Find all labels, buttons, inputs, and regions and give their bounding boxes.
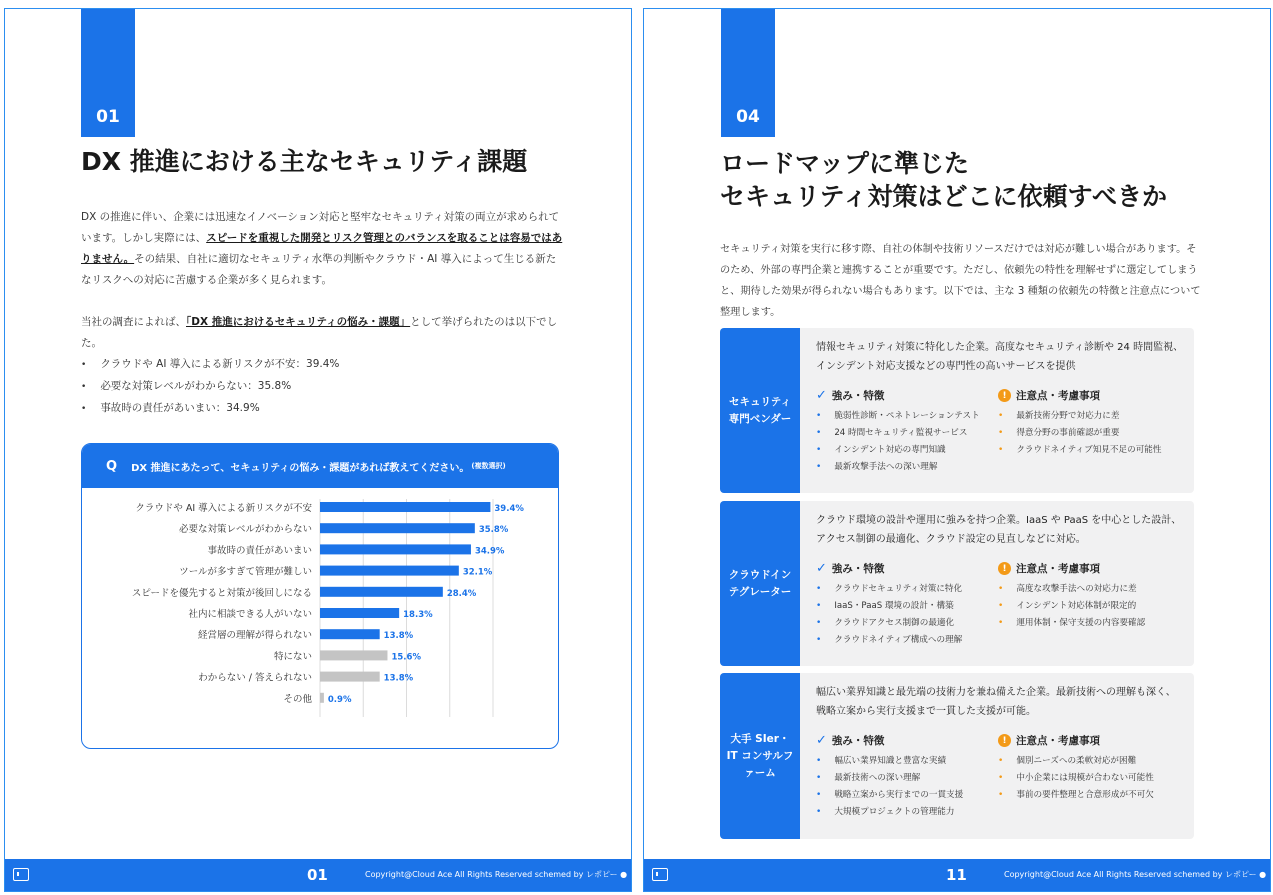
page-title-line1: ロードマップに準じた [720, 149, 970, 178]
page-footer [644, 859, 1270, 891]
check-icon: ✓ [816, 733, 827, 748]
chart-note: (複数選択) [471, 462, 506, 470]
check-icon: ✓ [816, 561, 827, 576]
chart-header [82, 444, 558, 488]
bar [320, 629, 380, 639]
right-page [643, 8, 1271, 892]
list-item: • 24 時間セキュリティ監視サービス [816, 425, 980, 442]
vendor-description: クラウド環境の設計や運用に強みを持つ企業。IaaS や PaaS を中心とした設計、アクセス制御の最適化、クラウド設定の見直しなどに対応。 [816, 515, 1182, 545]
emphasis-text: 「DX 推進におけるセキュリティの悩み・課題」 [186, 316, 411, 328]
category-label: わからない / 答えられない [198, 672, 312, 684]
cautions-column [998, 561, 1145, 632]
vendor-card-security [720, 328, 1194, 493]
strengths-heading: 強み・特徴 [831, 735, 885, 747]
bar [320, 650, 387, 660]
strengths-column [816, 733, 963, 821]
survey-chart-card [81, 443, 559, 749]
bar [320, 566, 459, 576]
bar [320, 523, 475, 533]
copyright-text: Copyright@Cloud Ace All Rights Reserved schemed by レポピー ● [1004, 870, 1267, 879]
list-item: • IaaS・PaaS 環境の設計・構築 [816, 598, 962, 615]
warning-icon: ! [998, 389, 1011, 402]
value-label: 35.8% [478, 525, 509, 536]
list-item: • 脆弱性診断・ペネトレーションテスト [816, 408, 980, 425]
page-number: 01 [307, 866, 328, 884]
page-title-line2: セキュリティ対策はどこに依頼すべきか [720, 182, 1168, 211]
value-label: 28.4% [446, 588, 477, 599]
category-label: 特にない [273, 651, 312, 663]
category-label: スピードを優先すると対策が後回しになる [131, 587, 312, 599]
list-item: • 事前の要件整理と合意形成が不可欠 [998, 787, 1154, 804]
value-label: 18.3% [403, 610, 433, 620]
vendor-name: セキュリティ専門ベンダー [720, 328, 800, 493]
warning-icon: ! [998, 734, 1011, 747]
section-number: 04 [721, 9, 775, 137]
vendor-description: 幅広い業界知識と最先端の技術力を兼ね備えた企業。最新技術への理解も深く、戦略立案から実行支援まで一貫した支援が可能。 [816, 687, 1176, 717]
list-item: • インシデント対応の専門知識 [816, 442, 980, 459]
list-item: • 最新技術分野で対応力に差 [998, 408, 1161, 425]
list-item: • 必要な対策レベルがわからない：35.8% [81, 376, 339, 398]
list-item: • クラウドネイティブ知見不足の可能性 [998, 442, 1161, 459]
list-item: • 幅広い業界知識と豊富な実績 [816, 753, 963, 770]
list-item: • 得意分野の事前確認が重要 [998, 425, 1161, 442]
intro-paragraph: DX の推進に伴い、企業には迅速なイノベーション対応と堅牢なセキュリティ対策の両立が求められています。しかし実際には、スピードを重視した開発とリスク管理とのバランスを取ることは容易ではありません。その結果、自社に適切なセキュリティ水準の判断やクラウド・AI 導入によって生じる新たなリスクへの対応に苦慮する企業が多く見られます。 [81, 211, 563, 286]
page-title: DX 推進における主なセキュリティ課題 [81, 147, 528, 176]
category-label: 事故時の責任があいまい [207, 545, 312, 557]
bullet-list [81, 354, 339, 420]
bar [320, 587, 443, 597]
warning-icon: ! [998, 562, 1011, 575]
list-item: • 大規模プロジェクトの管理能力 [816, 804, 963, 821]
bar [320, 672, 380, 682]
bar [320, 502, 490, 512]
list-item: • インシデント対応体制が限定的 [998, 598, 1145, 615]
question-mark-label: Q [106, 458, 118, 474]
page-footer [5, 859, 631, 891]
list-item: • 個別ニーズへの柔軟対応が困難 [998, 753, 1154, 770]
list-item: • クラウドネイティブ構成への理解 [816, 632, 962, 649]
intro-paragraph: セキュリティ対策を実行に移す際、自社の体制や技術リソースだけでは対応が難しい場合があります。そのため、外部の専門企業と連携することが重要です。ただし、依頼先の特性を理解せずに選定してしまうと、期待した効果が得られない場合もあります。以下では、主な 3 種類の依頼先の特徴と注意点について整理します。 [720, 244, 1201, 318]
value-label: 39.4% [494, 504, 524, 514]
vendor-name: 大手 SIer・IT コンサルファーム [720, 673, 800, 839]
bar-chart [82, 488, 559, 749]
vendor-description: 情報セキュリティ対策に特化した企業。高度なセキュリティ診断や 24 時間監視、インシデント対応支援などの専門性の高いサービスを提供 [816, 342, 1184, 372]
value-label: 34.9% [474, 546, 505, 557]
emphasis-text: スピードを重視した開発とリスク管理とのバランスを取ることは容易ではありません。 [81, 232, 563, 265]
section-number: 01 [81, 9, 135, 137]
cautions-heading: 注意点・考慮事項 [1016, 735, 1100, 747]
strengths-column [816, 561, 962, 649]
category-label: 経営層の理解が得られない [197, 630, 312, 642]
list-item: • 事故時の責任があいまい：34.9% [81, 398, 339, 420]
menu-icon[interactable] [13, 868, 29, 881]
cautions-column [998, 388, 1161, 459]
list-item: • 高度な攻撃手法への対応力に差 [998, 581, 1145, 598]
bar [320, 693, 324, 703]
vendor-card-cloud [720, 501, 1194, 666]
vendor-name: クラウドインテグレーター [720, 501, 800, 666]
strengths-column [816, 388, 980, 476]
list-item: • 戦略立案から実行までの一貫支援 [816, 787, 963, 804]
list-item: • クラウドアクセス制御の最適化 [816, 615, 962, 632]
cautions-column [998, 733, 1154, 804]
check-icon: ✓ [816, 388, 827, 403]
list-item: • 運用体制・保守支援の内容要確認 [998, 615, 1145, 632]
copyright-text: Copyright@Cloud Ace All Rights Reserved schemed by レポピー ● [365, 870, 628, 879]
category-label: 社内に相談できる人がいない [188, 609, 312, 620]
menu-icon[interactable] [652, 868, 668, 881]
list-item: • 中小企業には規模が合わない可能性 [998, 770, 1154, 787]
bar [320, 544, 471, 554]
category-label: クラウドや AI 導入による新リスクが不安 [135, 503, 312, 514]
bar [320, 608, 399, 618]
category-label: 必要な対策レベルがわからない [178, 524, 312, 536]
list-item: • クラウドセキュリティ対策に特化 [816, 581, 962, 598]
value-label: 13.8% [383, 673, 414, 684]
list-item: • クラウドや AI 導入による新リスクが不安：39.4% [81, 354, 339, 376]
chart-title: DX 推進にあたって、セキュリティの悩み・課題があれば教えてください。 [131, 462, 470, 474]
value-label: 13.8% [383, 631, 414, 642]
list-item: • 最新攻撃手法への深い理解 [816, 459, 980, 476]
vendor-card-sier [720, 673, 1194, 839]
left-page [4, 8, 632, 892]
cautions-heading: 注意点・考慮事項 [1016, 563, 1100, 575]
page-number: 11 [946, 866, 967, 884]
value-label: 0.9% [327, 694, 352, 705]
category-label: その他 [283, 693, 312, 705]
value-label: 32.1% [462, 567, 493, 578]
survey-paragraph: 当社の調査によれば、「DX 推進におけるセキュリティの悩み・課題」として挙げられたのは以下でした。 [81, 316, 558, 349]
strengths-heading: 強み・特徴 [831, 563, 885, 575]
list-item: • 最新技術への深い理解 [816, 770, 963, 787]
cautions-heading: 注意点・考慮事項 [1016, 390, 1100, 402]
value-label: 15.6% [391, 652, 421, 663]
category-label: ツールが多すぎて管理が難しい [179, 566, 312, 578]
strengths-heading: 強み・特徴 [831, 390, 885, 402]
